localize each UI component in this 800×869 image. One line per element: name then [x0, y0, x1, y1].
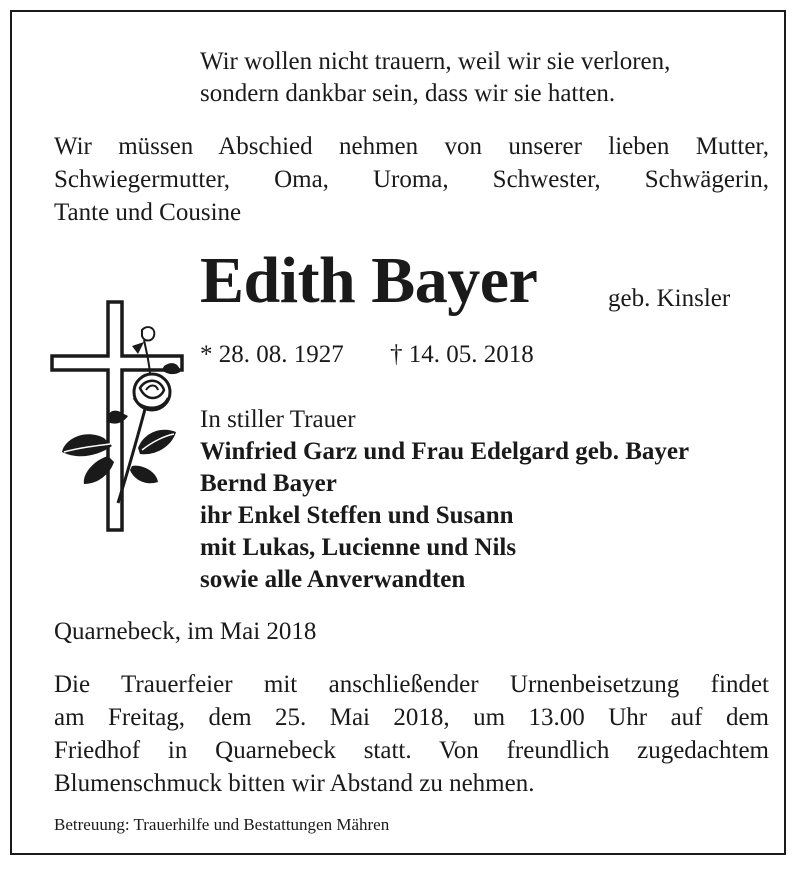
intro-text: [54, 130, 769, 229]
mourner-line: ihr Enkel Steffen und Susann: [200, 502, 514, 529]
deceased-name: Edith Bayer: [200, 244, 538, 317]
birth-date: * 28. 08. 1927: [200, 341, 344, 368]
birth-name: geb. Kinsler: [608, 285, 731, 312]
mourners-block: [200, 404, 689, 596]
ceremony-text: [54, 668, 769, 800]
ceremony-line: Friedhof in Quarnebeck statt. Von freundlich zugedachtem: [54, 737, 769, 764]
death-date: † 14. 05. 2018: [390, 341, 534, 368]
motto-line: Wir wollen nicht trauern, weil wir sie verloren,: [200, 48, 671, 75]
obituary-notice: [10, 10, 786, 855]
mourner-line: Winfried Garz und Frau Edelgard geb. Bayer: [200, 438, 690, 465]
intro-line: Schwiegermutter, Oma, Uroma, Schwester, Schwägerin,: [54, 166, 769, 193]
undertaker-credit: Betreuung: Trauerhilfe und Bestattungen Mähren: [54, 815, 390, 834]
intro-line: Wir müssen Abschied nehmen von unserer lieben Mutter,: [54, 133, 769, 160]
intro-line: Tante und Cousine: [54, 199, 242, 226]
ceremony-line: am Freitag, dem 25. Mai 2018, um 13.00 Uhr auf dem: [54, 704, 769, 731]
mourner-line: Bernd Bayer: [200, 470, 337, 497]
mourner-line: mit Lukas, Lucienne und Nils: [200, 534, 517, 561]
motto-line: sondern dankbar sein, dass wir sie hatten.: [200, 80, 616, 107]
mourner-line: sowie alle Anverwandten: [200, 566, 466, 593]
mourners-heading: In stiller Trauer: [200, 406, 356, 433]
place-date: Quarnebeck, im Mai 2018: [54, 618, 317, 645]
ceremony-line: Die Trauerfeier mit anschließender Urnenbeisetzung findet: [54, 671, 769, 698]
cross-with-rose-icon: [48, 298, 188, 538]
life-dates: [200, 340, 534, 370]
motto: [200, 46, 670, 110]
ceremony-line: Blumenschmuck bitten wir Abstand zu nehmen.: [54, 770, 535, 797]
